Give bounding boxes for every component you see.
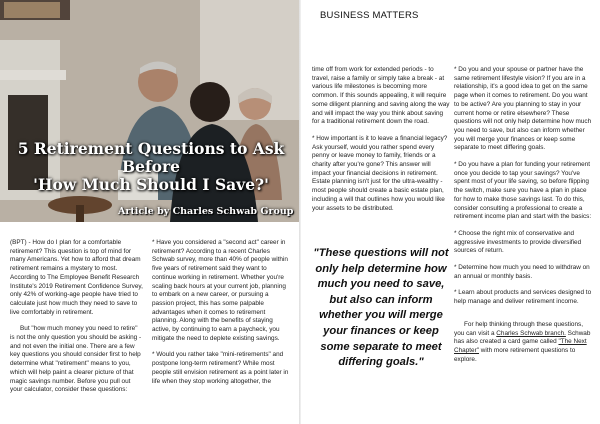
paragraph: * How important is it to leave a financial legacy? Ask yourself, would you rather spend every penny or leave money to family, friends or a charity after you're gone? This answer will impact your financial decisions in retirement. Estate planning isn't just for the ultra-wealthy - most people should create a basic estate plan, including a will that outlines how you would like your assets to be distributed. — [312, 134, 448, 212]
article-title — [6, 140, 296, 194]
left-column-2 — [152, 239, 292, 386]
paragraph: * Would you rather take "mini-retirements" and postpone long-term retirement? While most people still envision retirement as a point later in life when they stop working altogether, the — [152, 351, 289, 385]
paragraph: * Learn about products and services designed to help manage and deliver retirement income. — [454, 289, 592, 306]
article-byline: Article by Charles Schwab Group — [118, 206, 294, 217]
paragraph: But "how much money you need to retire" is not the only question you should be asking - and not even the initial one. There are a few key questions you should consider first to help determine what "retirement" means to you, which will help paint a clearer picture of that magic savings number. Before you pull out your calculator, consider these questions: — [10, 325, 142, 394]
right-page — [300, 0, 600, 424]
paragraph: time off from work for extended periods - to travel, raise a family or simply take a break - at various life milestones is becoming more common. If this sounds appealing, it will require some diligent planning and saving along the way and will impact the way you think about saving for a traditional retirement down the road. — [312, 66, 450, 126]
article-title-line1: 5 Retirement Questions to Ask Before — [17, 139, 285, 176]
left-column-1 — [10, 239, 143, 395]
next-chapter-link[interactable]: "The Next Chapter" — [454, 338, 587, 354]
paragraph: * Have you considered a "second act" career in retirement? According to a recent Charles Schwab survey, more than 40% of people within five years of retirement said they want to continue working in retirement. Whether you're scaling back hours at your current job, planning to embark on a new career, or pursuing a passion project, this has some palpable advantages when it comes to retirement planning. Along with the benefits of staying active, by continuing to earn a paycheck, you mitigate the need to deplete existing savings. — [152, 239, 288, 342]
paragraph: * Choose the right mix of conservative and aggressive investments to provide diversified sources of return. — [454, 229, 582, 255]
schwab-branch-link[interactable]: Charles Schwab branch. — [496, 329, 566, 337]
paragraph: * Determine how much you need to withdraw on an annual or monthly basis. — [454, 264, 590, 280]
right-column-2 — [454, 66, 592, 364]
paragraph: (BPT) - How do I plan for a comfortable retirement? This question is top of mind for many Americans. Yet how to afford that dream retirement remains a mystery to most. According to The Employee Benefit Research Institute's 2019 Retirement Confidence Survey, only 42% of working-age people have tried to calculate just how much they need to save to live comfortably in retirement. — [10, 239, 143, 316]
closing-paragraph: For help thinking through these questions, you can visit a Charles Schwab branch. Schwab has also created a card game called "The Next Chapter" with more retirement questions to explore. — [454, 320, 591, 363]
article-title-line2: 'How Much Should I Save?' — [33, 175, 269, 194]
pull-quote: "These questions will not only help determine how much you need to save, but also can inform whether you will merge your finances or keep some separate to meet differing goals." — [313, 247, 449, 369]
paragraph: * Do you have a plan for funding your retirement once you decide to tap your savings? You've spent most of your life saving, so before flipping the switch, make sure you have a plan in place for how to make those savings last. To do this, consider consulting a professional to create a retirement income plan and start with the basics: — [454, 161, 592, 221]
paragraph: * Do you and your spouse or partner have the same retirement lifestyle vision? If you are in a relationship, it's a good idea to get on the same page when it comes to retirement. Do you want to be active? Are you planning to stay in your current home or retire elsewhere? These questions will not only help determine how much you need to save, but also can inform whether you will merge your finances or keep some separate to meet differing goals. — [454, 66, 592, 152]
section-header: BUSINESS MATTERS — [320, 10, 419, 21]
right-column-1 — [312, 66, 450, 213]
